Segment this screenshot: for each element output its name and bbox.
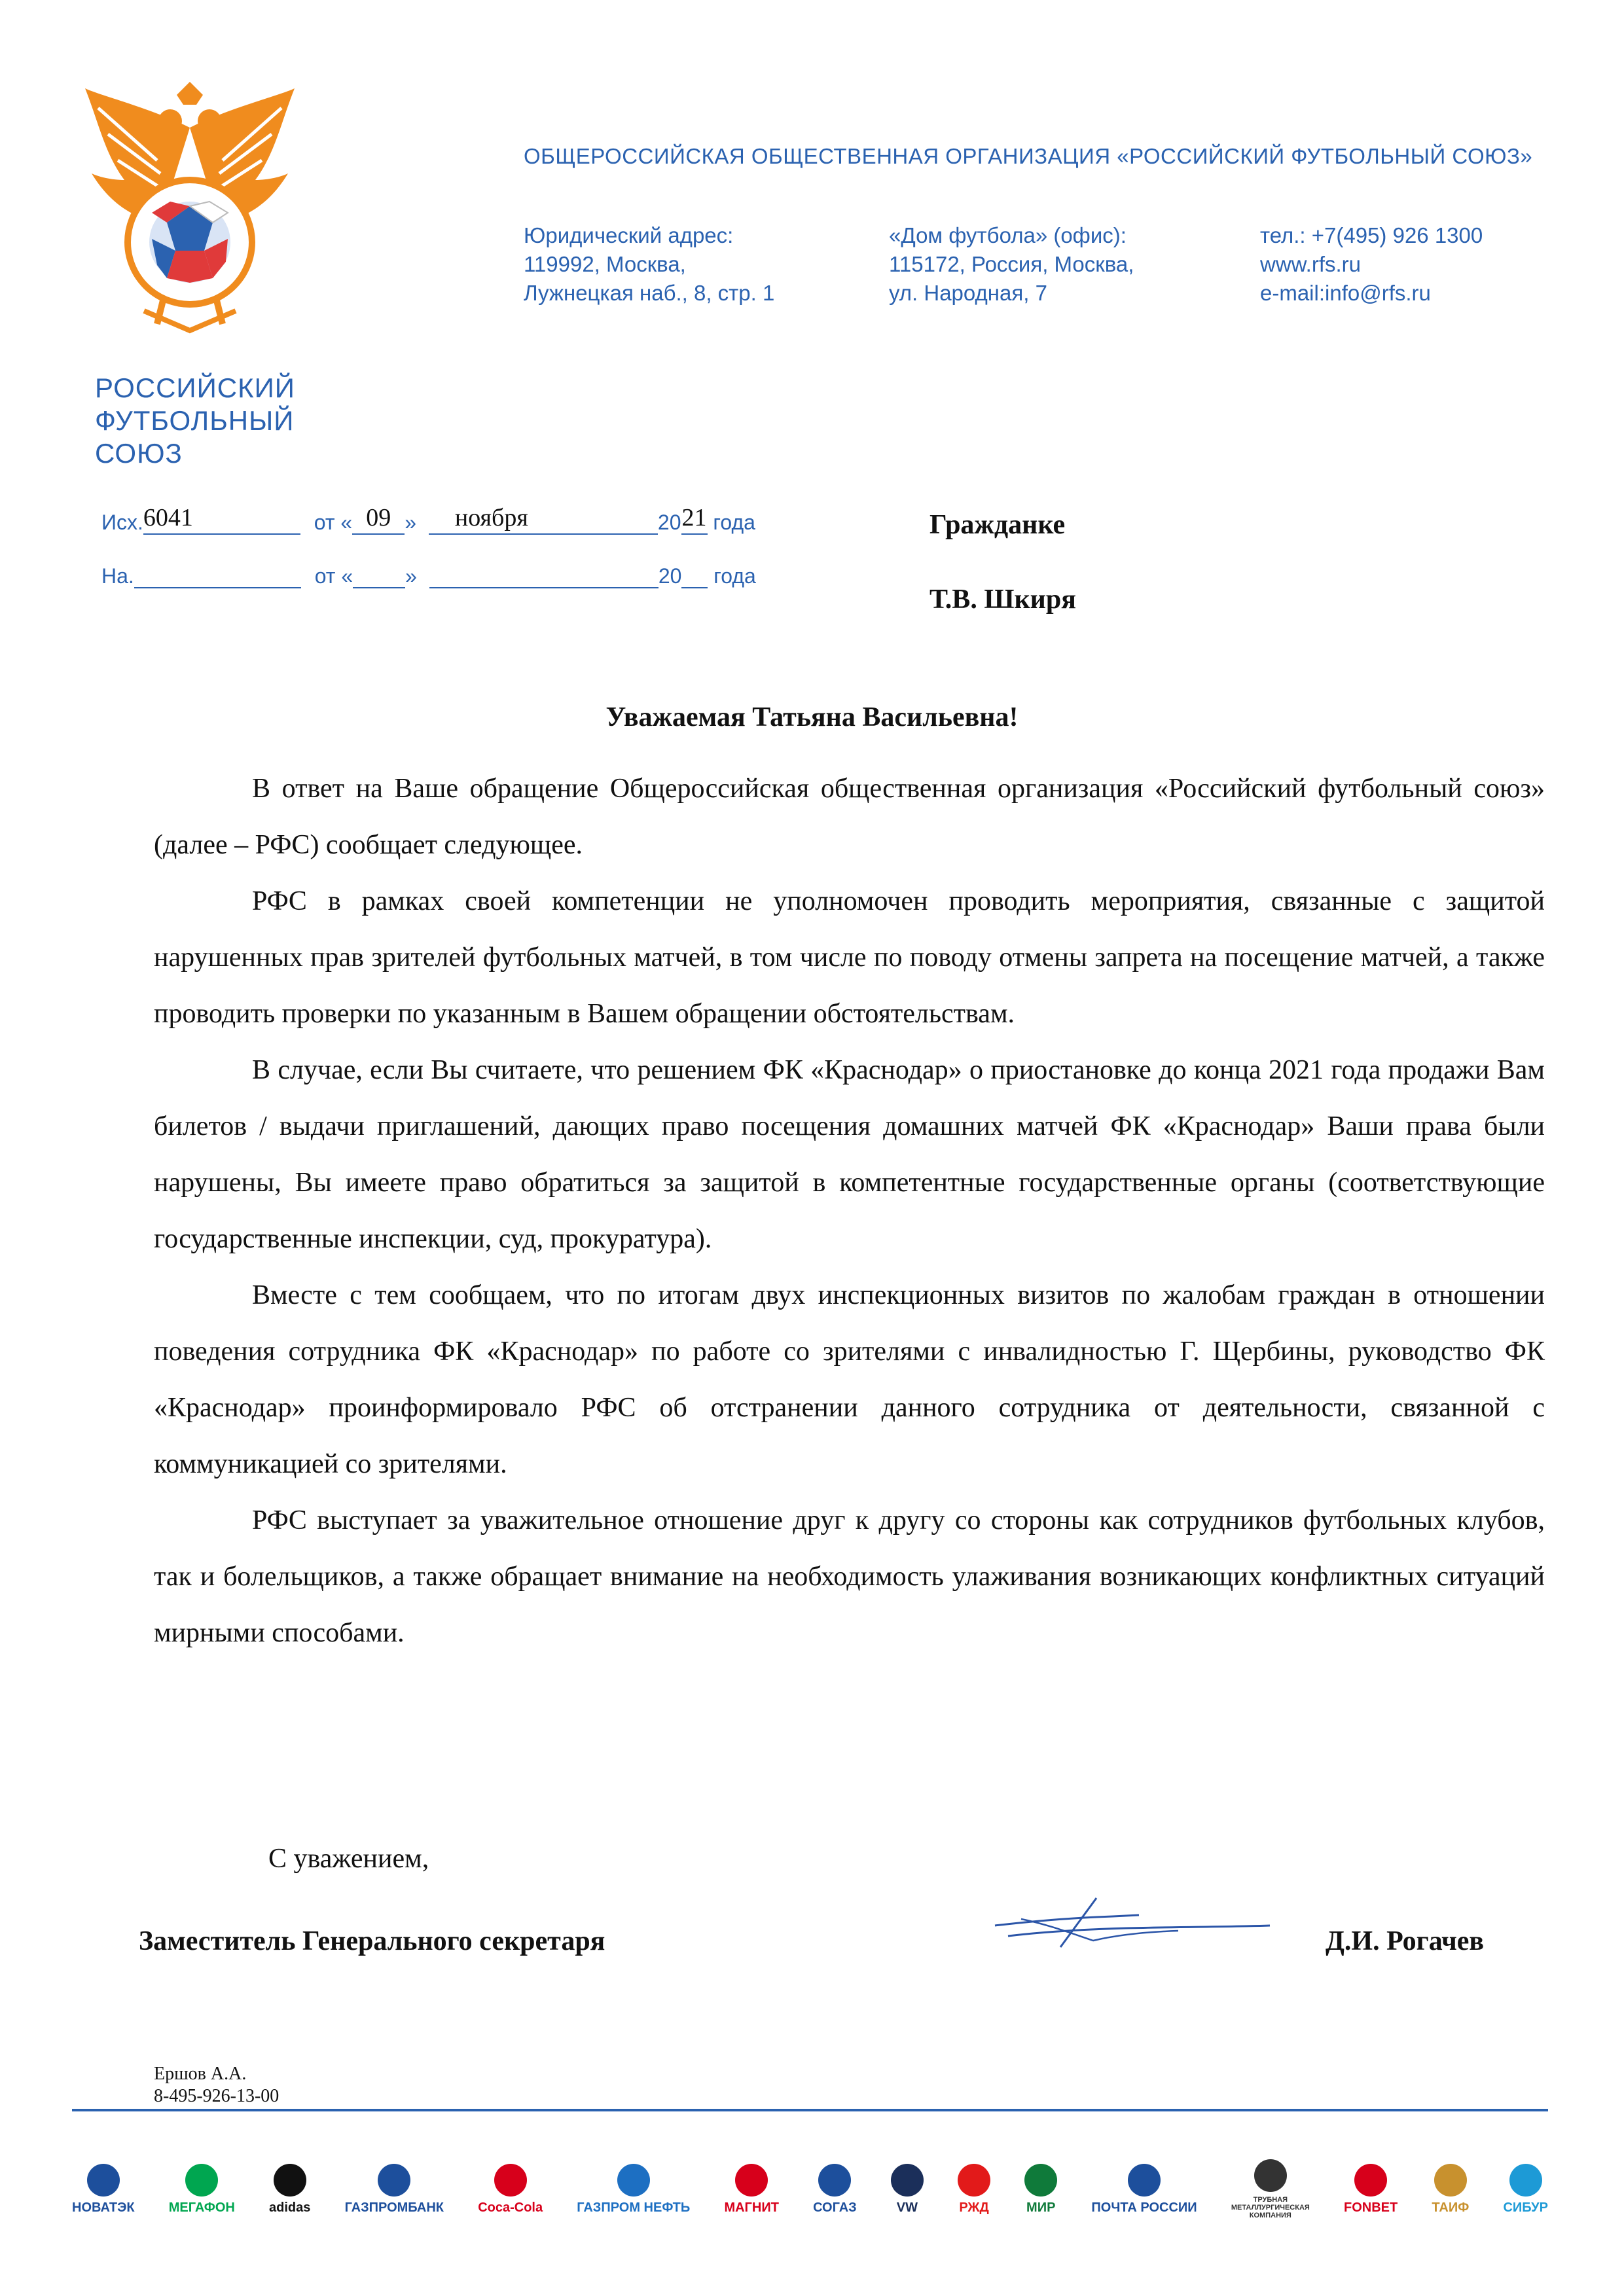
- org-short-name: [95, 372, 295, 470]
- sponsor-label: СОГАЗ: [813, 2200, 857, 2215]
- sponsor-logo: [1024, 2164, 1057, 2215]
- sponsor-label: VW: [896, 2200, 918, 2215]
- from-label: от «: [314, 511, 353, 534]
- in-year-prefix: 20: [658, 564, 682, 588]
- paragraph-1: В ответ на Ваше обращение Общероссийская общественная организация «Российский футбольный союз» (далее – РФС) сообщает следующее.: [154, 774, 1545, 860]
- year-prefix: 20: [657, 511, 681, 534]
- sponsor-logo: [958, 2164, 990, 2215]
- sponsor-logo: [1091, 2164, 1197, 2215]
- office-address-line3: ул. Народная, 7: [889, 281, 1047, 305]
- in-close-quote: »: [405, 564, 417, 588]
- sponsor-logos: [72, 2140, 1548, 2238]
- sponsor-logo-icon: [378, 2164, 410, 2197]
- letter-body: [154, 761, 1545, 1661]
- contacts-website[interactable]: www.rfs.ru: [1260, 252, 1362, 276]
- contacts-phone: тел.: +7(495) 926 1300: [1260, 223, 1483, 247]
- org-full-name: ОБЩЕРОССИЙСКАЯ ОБЩЕСТВЕННАЯ ОРГАНИЗАЦИЯ «РОССИЙСКИЙ ФУТБОЛЬНЫЙ СОЮЗ»: [524, 144, 1533, 168]
- sponsor-label: Coca-Cola: [478, 2200, 543, 2215]
- sponsor-logo-icon: [1024, 2164, 1057, 2197]
- sponsor-logo: [72, 2164, 135, 2215]
- salutation: Уважаемая Татьяна Васильевна!: [605, 702, 1019, 732]
- sponsor-logo: [891, 2164, 924, 2215]
- office-address: [889, 221, 1134, 308]
- office-address-line1: «Дом футбола» (офис):: [889, 223, 1127, 247]
- legal-address-line3: Лужнецкая наб., 8, стр. 1: [524, 281, 775, 305]
- sponsor-logo-icon: [818, 2164, 851, 2197]
- sponsor-label: РЖД: [959, 2200, 989, 2215]
- in-label: На.: [101, 564, 134, 588]
- paragraph-3: В случае, если Вы считаете, что решением ФК «Краснодар» о приостановке до конца 2021 года продажи Вам билетов / выдачи приглашений, дающих право посещения домашних матчей ФК «Краснодар» Ваши права были нарушены, Вы имеете право обратиться за защитой в компетентные государственные органы (соответствующие государственные инспекции, суд, прокуратура).: [154, 1055, 1545, 1254]
- addressee-line1: Гражданке: [929, 510, 1066, 540]
- rfs-eagle-emblem-icon: [72, 82, 308, 337]
- sponsor-logo: [269, 2164, 310, 2215]
- incoming-ref-line: [101, 564, 756, 588]
- sponsor-logo: [1344, 2164, 1398, 2215]
- in-from-label: от «: [314, 564, 353, 588]
- executor: [154, 2063, 279, 2108]
- sponsor-logo: [813, 2164, 857, 2215]
- day: 09: [366, 504, 391, 531]
- out-number: 6041: [143, 504, 193, 531]
- legal-address-line2: 119992, Москва,: [524, 252, 686, 276]
- outgoing-ref-line: [101, 504, 755, 535]
- close-quote: »: [405, 511, 417, 534]
- sponsor-logo-icon: [185, 2164, 218, 2197]
- sponsor-logo: [478, 2164, 543, 2215]
- sponsor-label: ГАЗПРОМБАНК: [344, 2200, 444, 2215]
- sponsor-logo-icon: [617, 2164, 650, 2197]
- sponsor-label: МИР: [1026, 2200, 1056, 2215]
- signatory-name: Д.И. Рогачев: [1326, 1926, 1485, 1956]
- sponsor-label: МАГНИТ: [724, 2200, 779, 2215]
- sponsor-label: ГАЗПРОМ НЕФТЬ: [577, 2200, 691, 2215]
- sponsor-logo: [1231, 2159, 1310, 2219]
- sponsor-logo-icon: [891, 2164, 924, 2197]
- out-label: Исх.: [101, 511, 143, 534]
- year-label: года: [713, 511, 755, 534]
- executor-name: Ершов А.А.: [154, 2064, 247, 2084]
- sponsor-logo-icon: [1128, 2164, 1161, 2197]
- sponsor-label: МЕГАФОН: [168, 2200, 235, 2215]
- org-short-line3: СОЮЗ: [95, 438, 183, 469]
- addressee-name: Т.В. Шкиря: [929, 584, 1076, 615]
- paragraph-5: РФС выступает за уважительное отношение друг к другу со стороны как сотрудников футбольных клубов, так и болельщиков, а также обращает внимание на необходимость улаживания возникающих конфликтных ситуаций мирными способами.: [154, 1505, 1545, 1648]
- sponsor-label: FONBET: [1344, 2200, 1398, 2215]
- closing: С уважением,: [268, 1844, 429, 1874]
- org-short-line1: РОССИЙСКИЙ: [95, 372, 295, 403]
- contacts-email[interactable]: e-mail:info@rfs.ru: [1260, 281, 1431, 305]
- sponsor-logo: [345, 2164, 444, 2215]
- sponsor-label: ТРУБНАЯ МЕТАЛЛУРГИЧЕСКАЯ КОМПАНИЯ: [1231, 2196, 1310, 2219]
- contacts: [1260, 221, 1483, 308]
- sponsor-logo-icon: [274, 2164, 306, 2197]
- sponsor-label: ПОЧТА РОССИИ: [1091, 2200, 1197, 2215]
- sponsor-logo-icon: [1254, 2159, 1287, 2192]
- signatory-title: Заместитель Генерального секретаря: [139, 1926, 605, 1956]
- sponsor-logo: [577, 2164, 690, 2215]
- sponsor-logo-icon: [958, 2164, 990, 2197]
- month: ноября: [454, 504, 528, 531]
- sponsor-label: СИБУР: [1503, 2200, 1548, 2215]
- sponsor-logo-icon: [494, 2164, 527, 2197]
- sponsor-logo-icon: [735, 2164, 768, 2197]
- legal-address-line1: Юридический адрес:: [524, 223, 734, 247]
- sponsor-logo-icon: [1509, 2164, 1542, 2197]
- sponsor-logo: [1503, 2164, 1547, 2215]
- sponsor-logo-icon: [1434, 2164, 1467, 2197]
- sponsor-label: НОВАТЭК: [72, 2200, 135, 2215]
- sponsor-logo-icon: [87, 2164, 120, 2197]
- paragraph-4: Вместе с тем сообщаем, что по итогам двух инспекционных визитов по жалобам граждан в отношении поведения сотрудника ФК «Краснодар» по работе со зрителями с инвалидностью Г. Щербины, руководство ФК «Краснодар» проинформировало РФС об отстранении данного сотрудника от деятельности, связанной с коммуникацией со зрителями.: [154, 1280, 1545, 1479]
- legal-address: [524, 221, 774, 308]
- sponsor-logo: [1432, 2164, 1469, 2215]
- sponsor-label: ТАИФ: [1432, 2200, 1470, 2215]
- executor-phone: 8-495-926-13-00: [154, 2086, 280, 2106]
- in-year-label: года: [713, 564, 756, 588]
- sponsor-logo: [724, 2164, 778, 2215]
- footer-divider: [72, 2109, 1548, 2111]
- sponsor-label: adidas: [269, 2200, 311, 2215]
- office-address-line2: 115172, Россия, Москва,: [889, 252, 1134, 276]
- sponsor-logo-icon: [1354, 2164, 1387, 2197]
- org-short-line2: ФУТБОЛЬНЫЙ: [95, 405, 295, 436]
- handwritten-signature-icon: [982, 1885, 1276, 1957]
- paragraph-2: РФС в рамках своей компетенции не уполномочен проводить мероприятия, связанные с защитой нарушенных прав зрителей футбольных матчей, в том числе по поводу отмены запрета на посещение матчей, а также проводить проверки по указанным в Вашем обращении обстоятельствам.: [154, 886, 1545, 1029]
- year-suffix: 21: [681, 504, 707, 531]
- sponsor-logo: [169, 2164, 235, 2215]
